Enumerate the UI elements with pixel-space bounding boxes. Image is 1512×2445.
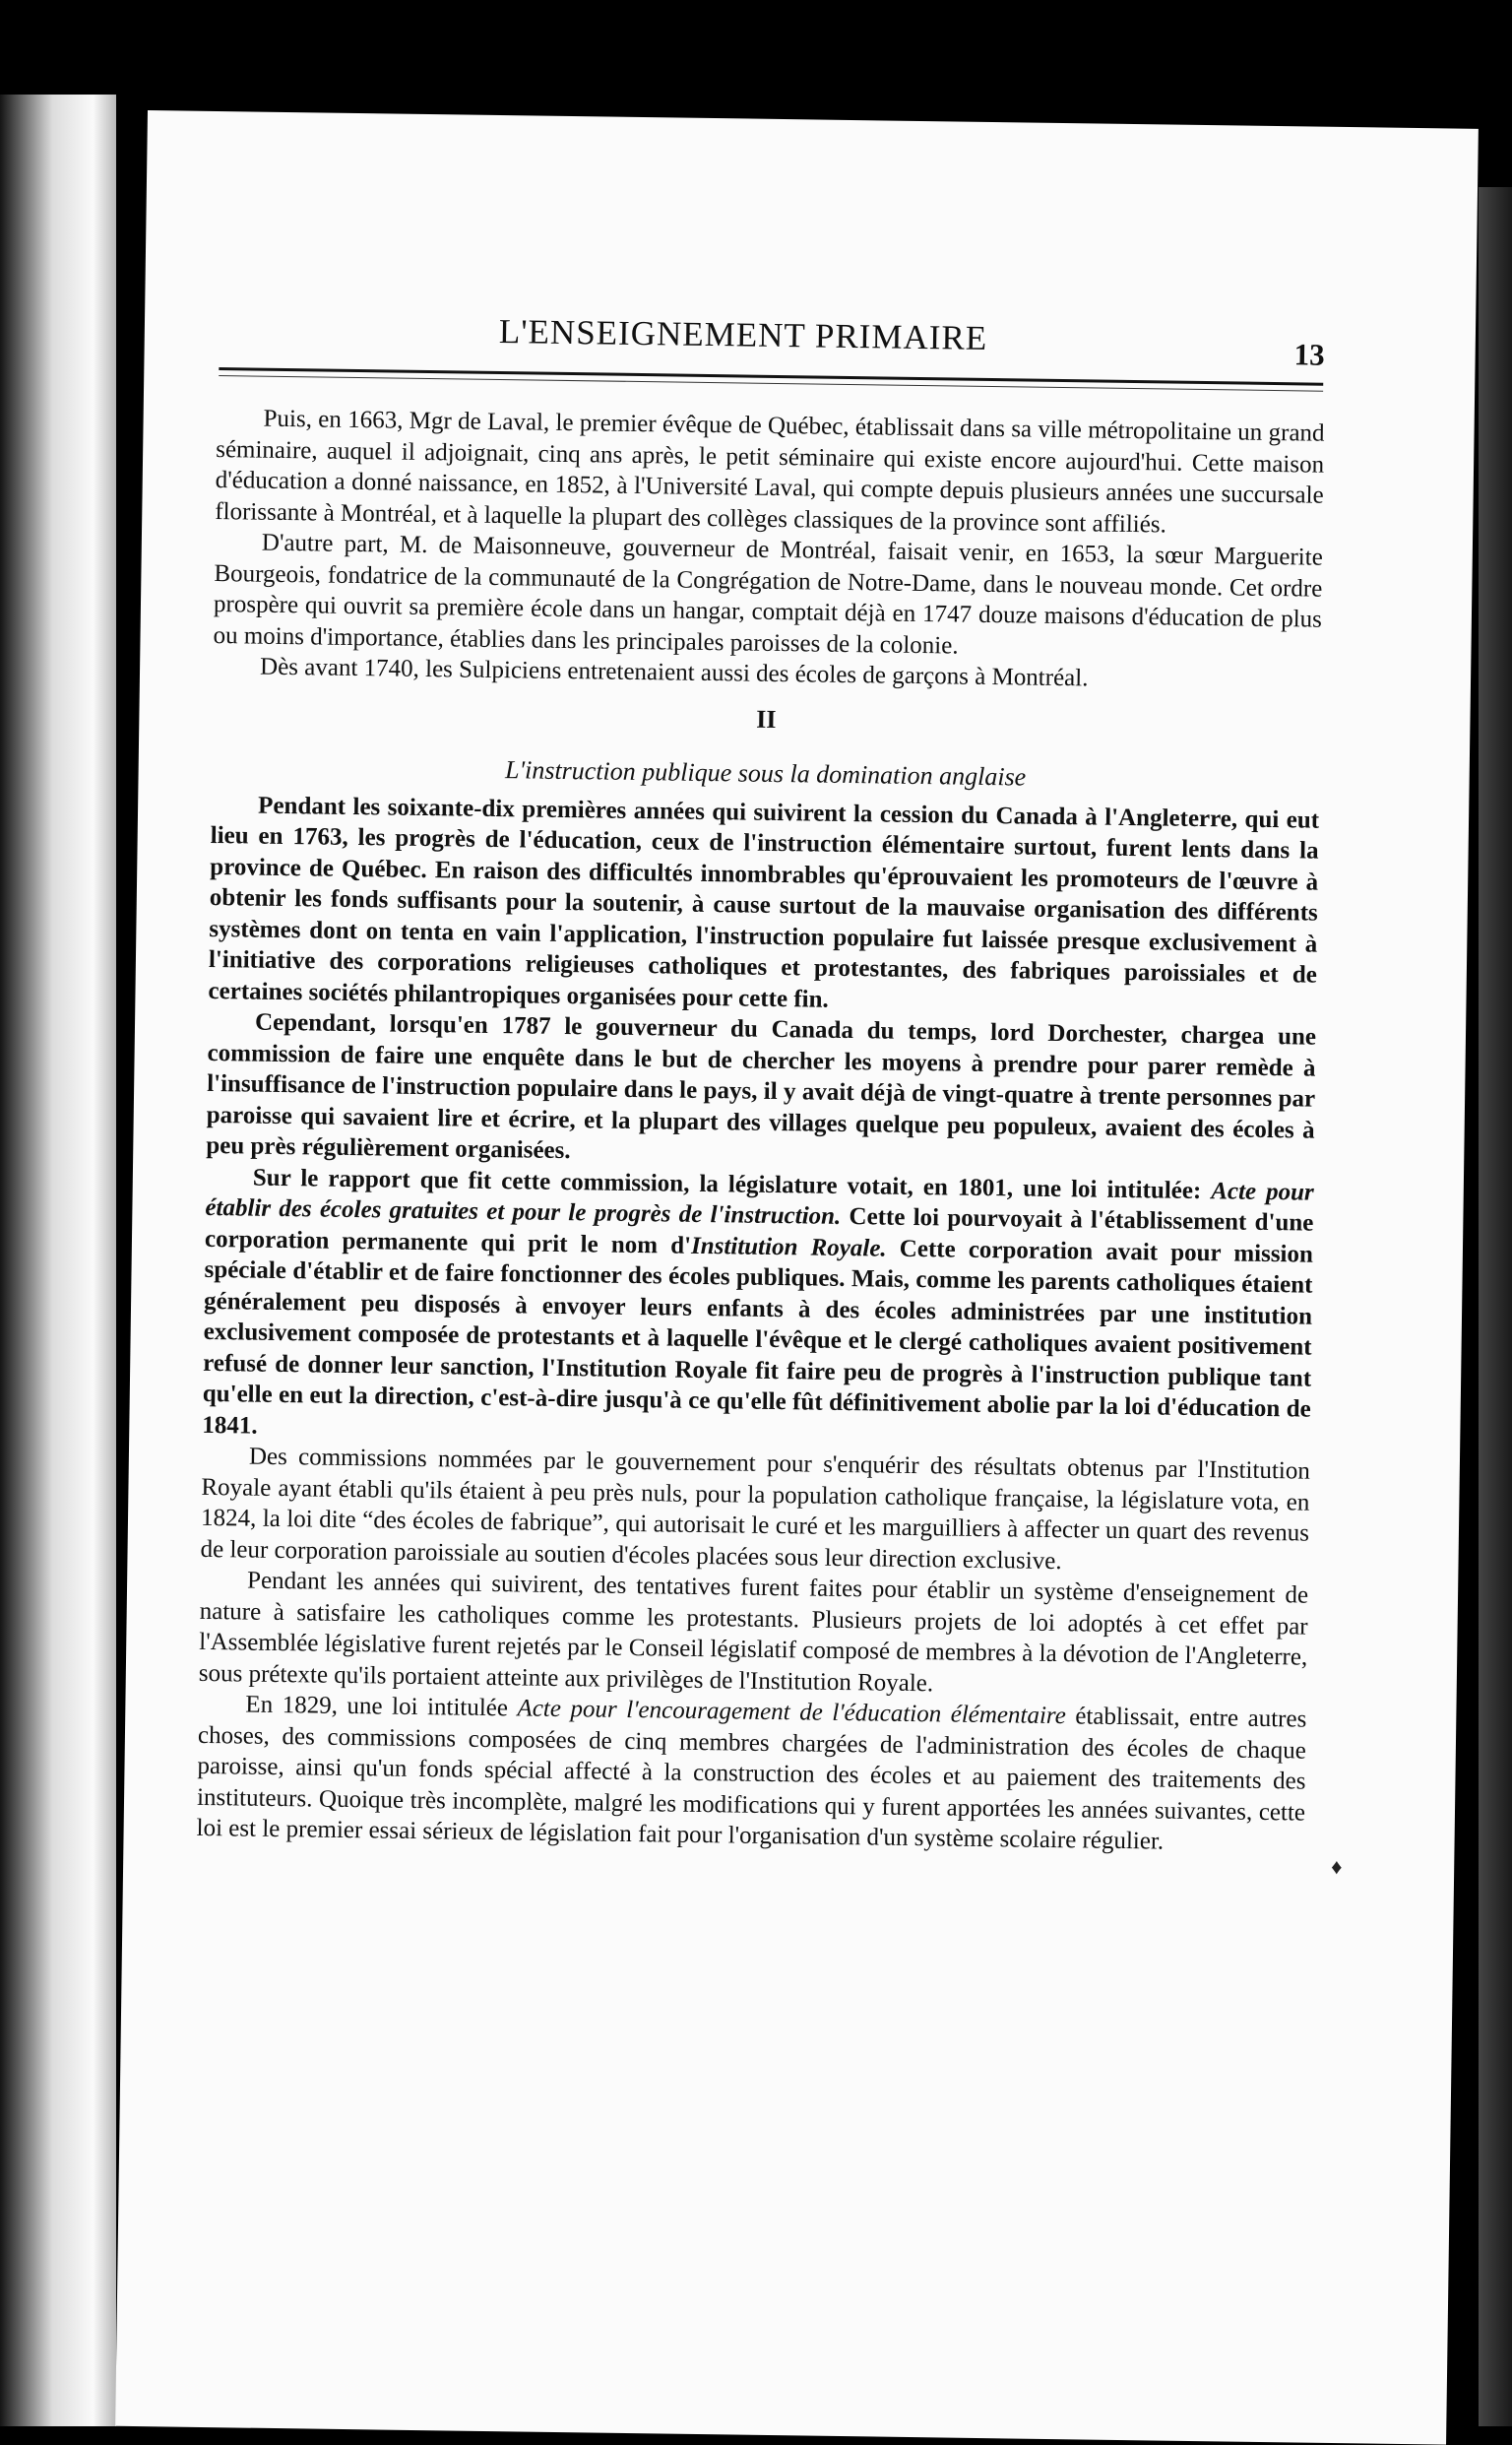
book-left-edge [0,95,116,2426]
paragraph-dorchester: Cependant, lorsqu'en 1787 le gouverneur du Canada du temps, lord Dorchester, chargea une commission de faire une enquête dans le but de chercher les moyens à prendre pour parer remède à l'insuffisance de l'instruction populaire dans le pays, il y avait déjà de vingt-quatre à trente personnes par paroisse qui savaient lire et écrire, et la plupart des villages quelque peu populeux, avaient des écoles à peu près régulièrement organisées. [206,1008,1317,1165]
text-run: Cette loi pourvoyait à l'établissement d'une corporation permanente qui prit le nom d' [204,1202,1314,1259]
text-run: établissait, entre autres choses, des commissions composées de cinq membres chargées de l'administration des écoles de chaque paroisse, ainsi qu'un fonds spécial affecté à la construction des écoles et au paiement des traitements des instituteurs. Quoique très incomplète, malgré les modifications qui y furent apportées les années suivantes, cette loi est le premier essai sérieux de législation fait pour l'organisation d'un système scolaire régulier. [196,1703,1307,1855]
running-title: L'ENSEIGNEMENT PRIMAIRE [498,312,988,357]
paragraph-sulpiciens: Dès avant 1740, les Sulpiciens entretenaient aussi des écoles de garçons à Montréal. [259,653,1089,692]
bold-passage [202,789,1319,1455]
paragraph-loi-1824: Des commissions nommées par le gouvernement pour s'enquérir des résultats obtenus par l'Institution Royale ayant établi qu'ils étaient à peu près nuls, pour la population catholique française, la législature vota, en 1824, la loi dite “des écoles de fabrique”, qui autorisait le curé et les marguilliers à affecter un quart des revenus de leur corporation paroissiale au soutien d'écoles placées sous leur direction exclusive. [200,1443,1311,1575]
paragraph-loi-1801 [202,1161,1314,1455]
paragraph-laval: Puis, en 1663, Mgr de Laval, le premier évêque de Québec, établissait dans sa ville métropolitaine un grand séminaire, auquel il adjoignait, cinq ans après, le petit séminaire qui existe encore aujourd'hui. Cette maison d'éducation a donné naissance, en 1852, à l'Université Laval, qui compte depuis plusieurs années une succursale florissante à Montréal, et à laquelle la plupart des collèges classiques de la province sont affiliés. [215,405,1325,538]
paragraph-tentatives: Pendant les années qui suivirent, des tentatives furent faites pour établir un système d'enseignement de nature à satisfaire les catholiques comme les protestants. Plusieurs projets de loi adoptés à cet effet par l'Assemblée législative furent rejetés par le Conseil législatif composé de membres à la dévotion de l'Angleterre, sous prétexte qu'ils portaient atteinte aux privilèges de l'Institution Royale. [198,1567,1309,1697]
act-title-1801: Acte pour établir des écoles gratuites et pour le progrès de l'instruction. [205,1177,1314,1230]
paragraph-maisonneuve: D'autre part, M. de Maisonneuve, gouverneur de Montréal, faisait venir, en 1653, la sœur Marguerite Bourgeois, fondatrice de la communauté de la Congrégation de Notre-Dame, dans le nouveau monde. Cet ordre prospère qui ouvrit sa première école dans un hangar, comptait déjà en 1747 douze maisons d'éducation de plus ou moins d'importance, établies dans les principales paroisses de la colonie. [213,529,1323,660]
text-run: Cette corporation avait pour mission spéciale d'établir et de faire fonctionner des écoles publiques. Mais, comme les parents catholiques étaient généralement peu disposés à envoyer leurs enfants à des écoles administrées par une institution exclusivement composée de protestants et à laquelle l'évêque et le clergé catholiques avaient positivement refusé de donner leur sanction, l'Institution Royale fit faire peu de progrès à l'instruction publique tant qu'elle en eut la direction, c'est-à-dire jusqu'à ce qu'elle fût définitivement abolie par la loi d'éducation de 1841. [202,1235,1314,1440]
book-right-shadow [1479,187,1512,2426]
institution-name: Institution Royale. [690,1232,887,1262]
book-page [115,110,1479,2445]
stray-mark: ♦ [1331,1853,1343,1880]
section-title: L'instruction publique sous la domination anglaise [504,755,1027,792]
paragraph-cession: Pendant les soixante-dix premières années qui suivirent la cession du Canada à l'Angleterre, qui eut lieu en 1763, les progrès de l'éducation, ceux de l'instruction élémentaire surtout, furent lents dans la province de Québec. En raison des difficultés innombrables qu'éprouvaient les promoteurs de l'œuvre à obtenir les fonds suffisants pour la soutenir, à cause surtout de la mauvaise organisation des différents systèmes dont on tenta en vain l'application, l'instruction populaire fut laissée presque exclusivement à l'initiative des corporations religieuses catholiques et protestantes, des fabriques paroissiales et de certaines sociétés philantropiques organisées pour cette fin. [208,792,1320,1013]
act-title-1829: Acte pour l'encouragement de l'éducation élémentaire [517,1695,1066,1730]
page-number: 13 [1293,337,1325,372]
text-run: En 1829, une loi intitulée [245,1691,518,1722]
section-number: II [756,704,777,734]
text-run: Sur le rapport que fit cette commission, la législature votait, en 1801, une loi intitulée: [252,1164,1212,1204]
page-body [196,403,1324,1859]
paragraph-loi-1829 [196,1689,1306,1859]
